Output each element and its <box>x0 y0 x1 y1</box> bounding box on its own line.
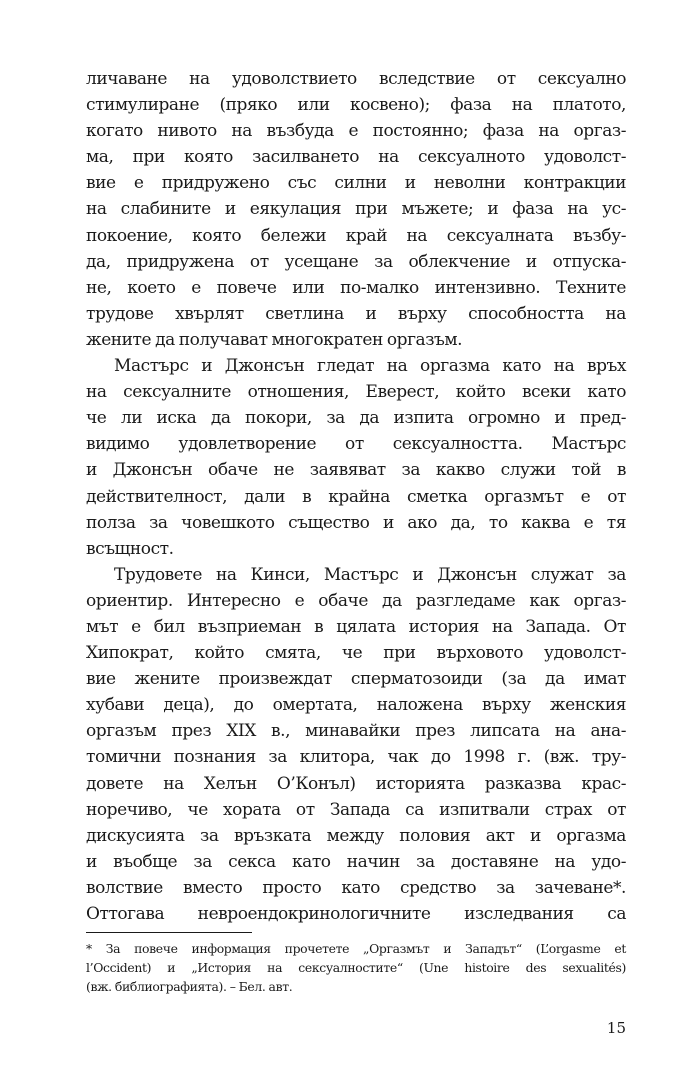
text-line: полза за човешкото същество и ако да, то каква е тя <box>86 512 626 533</box>
text-line: волствие вместо просто като средство за зачеване*. <box>86 877 626 898</box>
footnote-line: l’Occident) и „История на сексуалностите“ (Une histoire des sexualités) <box>86 960 626 975</box>
footnote-line: (вж. библиографията). – Бел. авт. <box>86 979 293 994</box>
text-line: не, което е повече или по-малко интензивно. Техните <box>86 277 626 298</box>
page-number: 15 <box>606 1019 626 1037</box>
text-line: норечиво, че хората от Запада са изпитвали страх от <box>86 799 626 820</box>
text-line: стимулиране (пряко или косвено); фаза на платото, <box>86 95 626 116</box>
text-line: мът е бил възприеман в цялата история на Запада. От <box>86 616 626 637</box>
text-line: и въобще за секса като начин за доставяне на удо- <box>86 851 626 872</box>
text-line: ма, при която засилването на сексуалното удоволст- <box>86 147 626 168</box>
text-line: действителност, дали в крайна сметка оргазмът е от <box>86 486 626 507</box>
text-line: довете на Хелън О’Конъл) историята разказва крас- <box>86 773 626 794</box>
text-line: когато нивото на възбуда е постоянно; фаза на оргаз- <box>86 121 626 142</box>
text-line: Хипократ, който смята, че при върховото удоволст- <box>86 643 626 664</box>
text-line: жените да получават многократен оргазъм. <box>86 329 463 350</box>
text-line: че ли иска да покори, за да изпита огромно и пред- <box>86 408 626 429</box>
text-line: ориентир. Интересно е обаче да разгледаме как оргаз- <box>86 590 626 611</box>
text-line: оргазъм през XIX в., минавайки през липсата на ана- <box>86 721 626 742</box>
text-line: покоение, която бележи край на сексуалната възбу- <box>86 225 626 246</box>
footnote-line: * За повече информация прочетете „Оргазмът и Западът“ (L’orgasme et <box>86 941 626 956</box>
text-line: трудове хвърлят светлина и върху способността на <box>86 303 626 324</box>
text-line: дискусията за връзката между половия акт и оргазма <box>86 825 626 846</box>
text-line: и Джонсън обаче не заявяват за какво служи той в <box>86 460 626 481</box>
footnote <box>86 939 626 996</box>
text-line: на сексуалните отношения, Еверест, който всеки като <box>86 382 626 403</box>
text-line: на слабините и еякулация при мъжете; и фаза на ус- <box>86 199 626 220</box>
text-line: видимо удовлетворение от сексуалността. Мастърс <box>86 434 626 455</box>
paragraph-first-line: Трудовете на Кинси, Мастърс и Джонсън служат за <box>114 564 626 585</box>
footnote-divider <box>86 932 252 933</box>
text-line: Оттогава невроендокринологичните изследвания са <box>86 904 626 924</box>
text-line: томични познания за клитора, чак до 1998 г. (вж. тру- <box>86 747 626 768</box>
text-line: вие е придружено със силни и неволни контракции <box>86 173 626 194</box>
paragraph-first-line: Мастърс и Джонсън гледат на оргазма като на връх <box>114 356 626 377</box>
body-text <box>86 66 626 927</box>
text-line: личаване на удоволствието вследствие от сексуално <box>86 69 626 89</box>
text-line: хубави деца), до омертата, наложена върху женския <box>86 695 626 716</box>
text-line: вие жените произвеждат сперматозоиди (за да имат <box>86 669 626 690</box>
text-line: всъщност. <box>86 538 174 559</box>
text-line: да, придружена от усещане за облекчение и отпуска- <box>86 251 626 272</box>
